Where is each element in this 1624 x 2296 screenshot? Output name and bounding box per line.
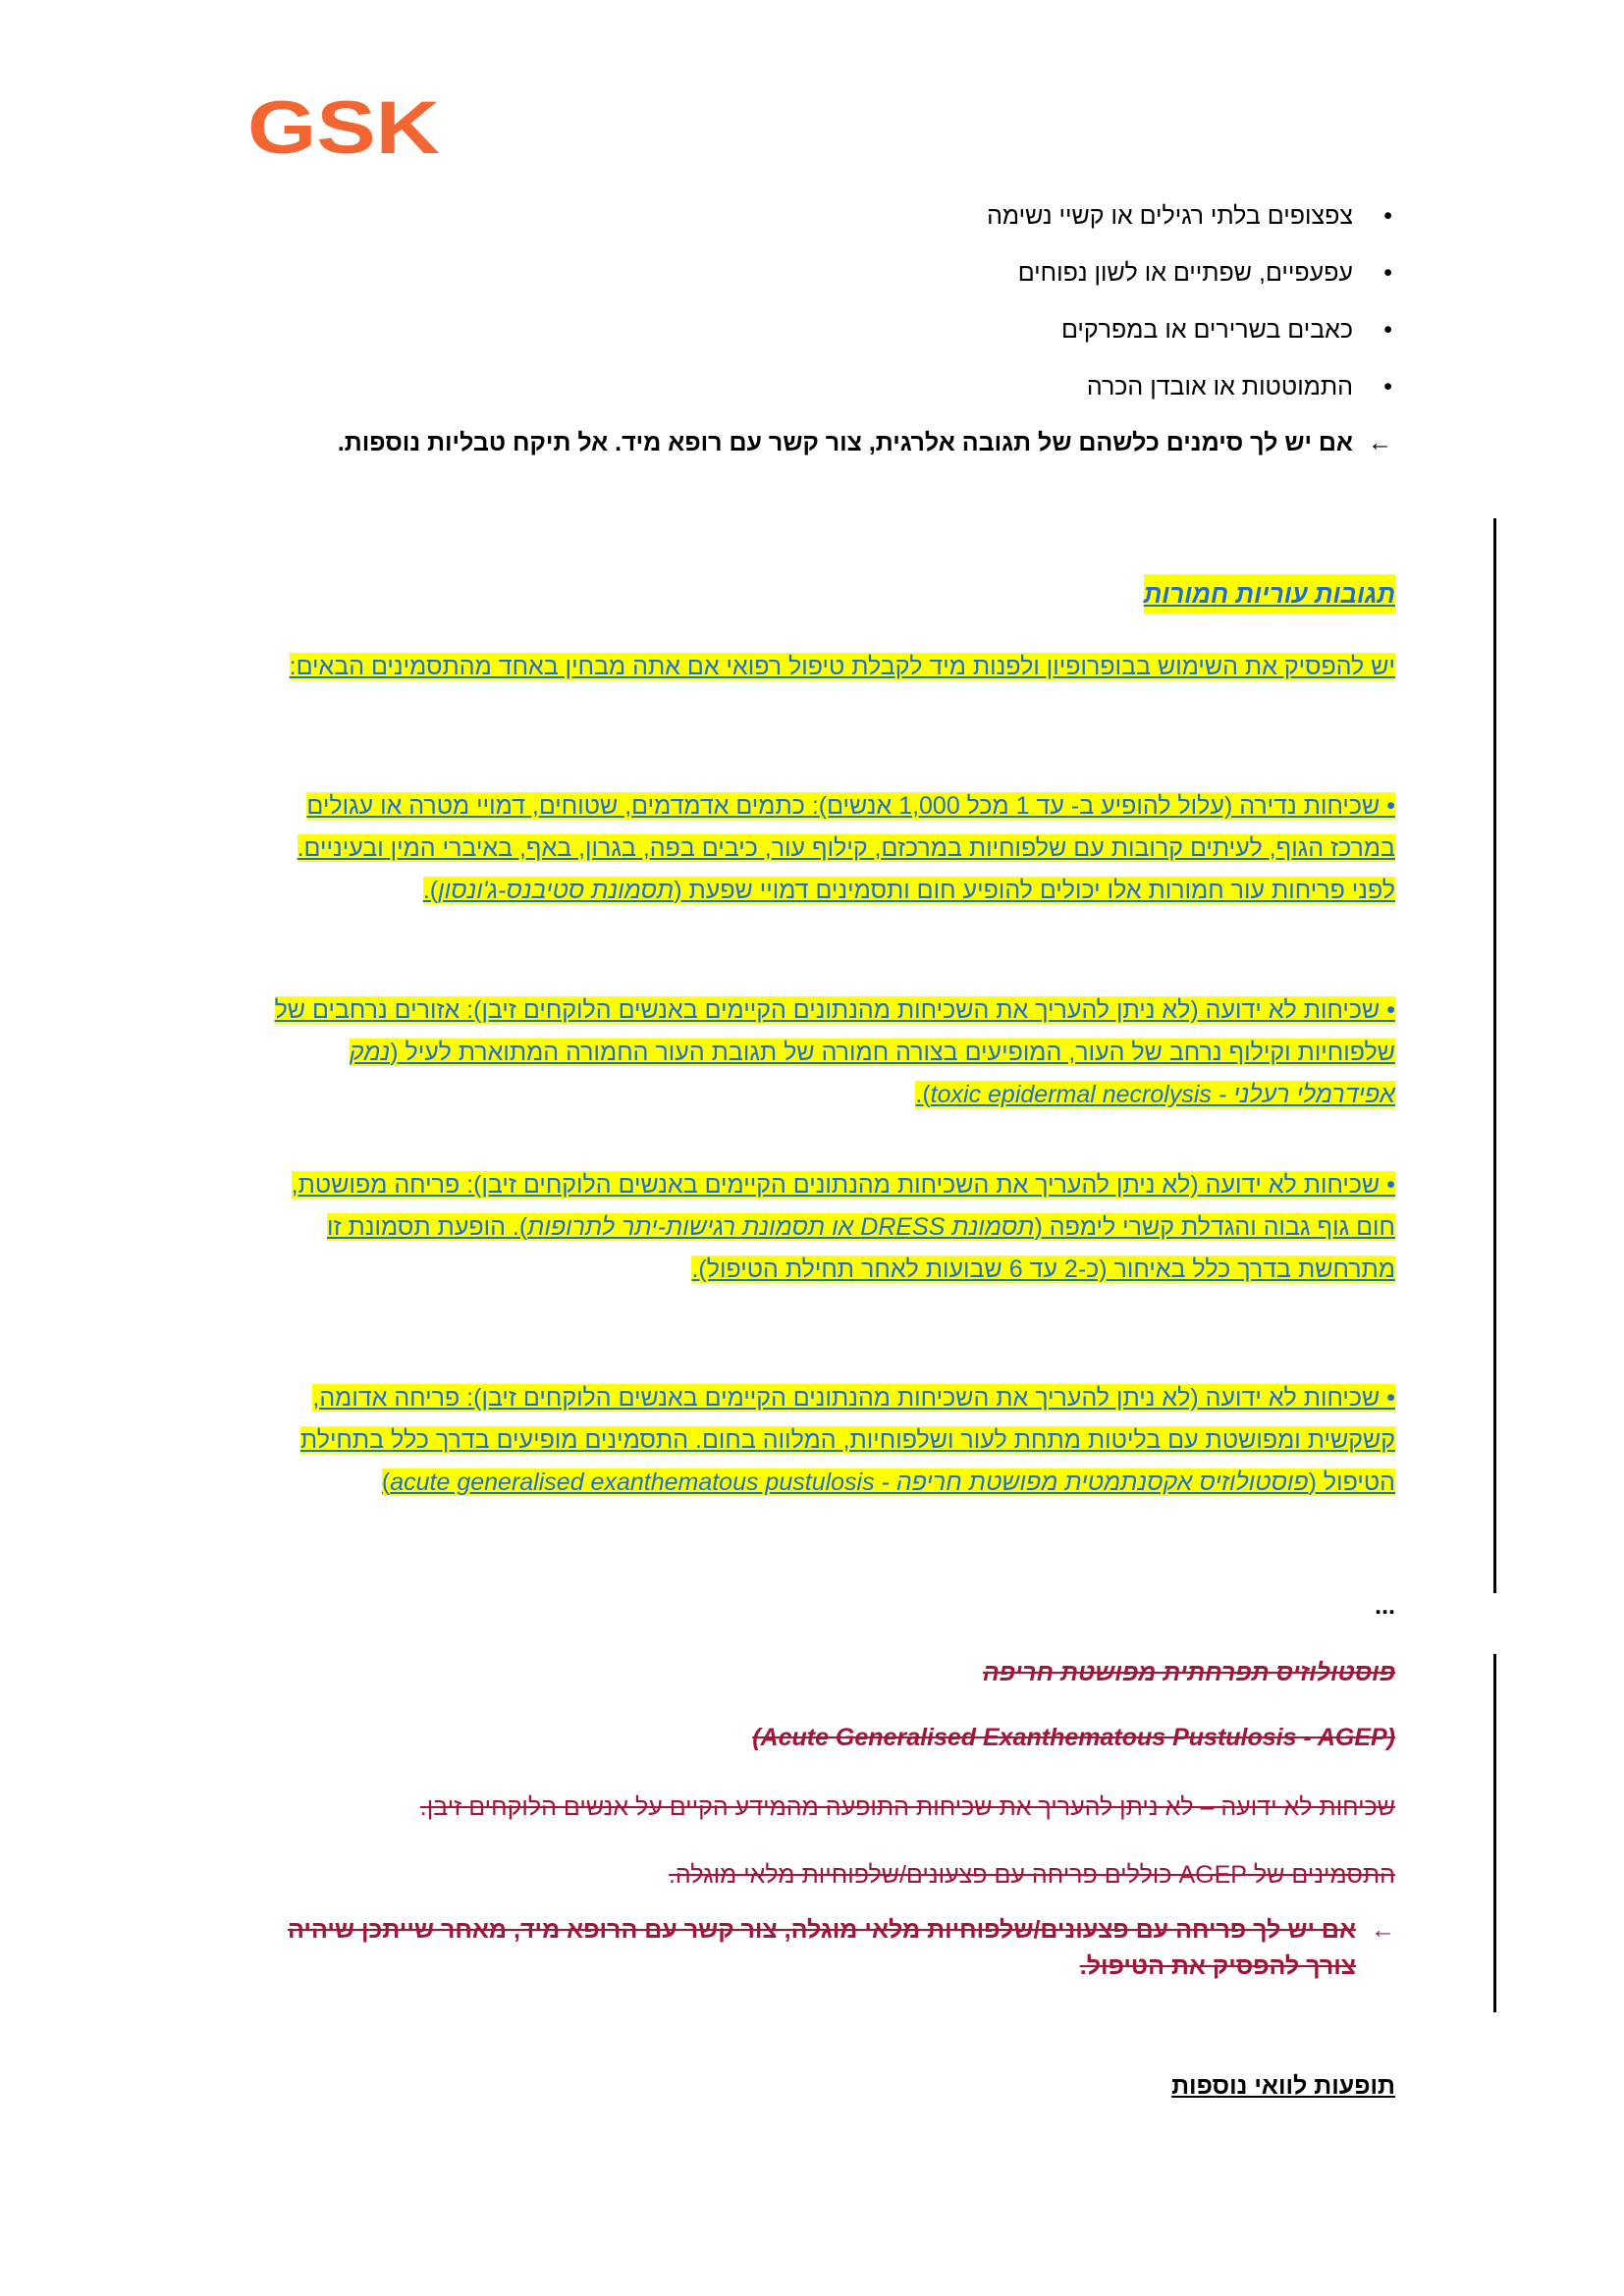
dress-italic: תסמונת DRESS או תסמונת רגישות-יתר לתרופות <box>527 1213 1035 1241</box>
list-item-text: כאבים בשרירים או במפרקים <box>1060 316 1353 344</box>
ten-text: • שכיחות לא ידועה (לא ניתן להעריך את השכיחות מהנתונים הקיימים באנשים הלוקחים זיבן): אזורים נרחבים של שלפוחיות וקילוף נרחב של העור, המופיעים בצורה חמורה של תגובת העור החמורה המתוארת לעיל ( <box>274 996 1395 1066</box>
ellipsis: ... <box>1375 1592 1395 1620</box>
sjs-paragraph <box>266 785 1395 912</box>
bullet-icon: • <box>1383 373 1392 400</box>
list-item <box>509 367 1392 424</box>
sjs-text: • שכיחות נדירה (עלול להופיע ב- עד 1 מכל 1,000 אנשים): כתמים אדמדמים, שטוחים, דמויי מטרה או עגולים במרכז הגוף, לעיתים קרובות עם שלפוחיות במרכזם, קילוף עור, כיבים בפה, בגרון, באף, באיברי המין ובעיניים. לפני פריחות עור חמורות אלו יכולים להופיע חום ותסמינים דמויי שפעת ( <box>297 792 1395 904</box>
dress-end: ). הופעת תסמונת זו מתרחשת בדרך כלל באיחור (כ-2 עד 6 שבועות לאחר תחילת הטיפול). <box>326 1213 1395 1283</box>
ten-italic: נמק אפידרמלי רעלני - toxic epidermal necrolysis <box>349 1039 1395 1108</box>
dress-paragraph <box>266 1164 1395 1291</box>
list-item-text: עפעפיים, שפתיים או לשון נפוחים <box>1017 259 1353 287</box>
list-item-text: צפצופים בלתי רגילים או קשיי נשימה <box>987 202 1353 230</box>
skin-intro-paragraph <box>266 646 1395 688</box>
deleted-agep-symptoms: התסמינים של AGEP כוללים פריחה עם פצעונים/שלפוחיות מלאי מוגלה. <box>668 1861 1395 1889</box>
deleted-agep-warning-text: אם יש לך פריחה עם פצעונים/שלפוחיות מלאי מוגלה, צור קשר עם הרופא מיד, מאחר שייתכן שיהיה צורך להפסיק את הטיפול. <box>288 1916 1356 1980</box>
bullet-icon: • <box>1383 316 1392 344</box>
skin-intro-text: יש להפסיק את השימוש בבופרופיון ולפנות מיד לקבלת טיפול רפואי אם אתה מבחין באחד מהתסמינים הבאים: <box>289 653 1395 680</box>
gsk-logo <box>247 96 442 159</box>
sjs-italic: תסמונת סטיבנס-ג'ונסון <box>438 877 675 904</box>
sjs-end: ). <box>422 877 439 904</box>
bullet-icon: • <box>1383 259 1392 287</box>
allergy-symptom-list <box>509 196 1392 424</box>
deleted-agep-title-en: (Acute Generalised Exanthematous Pustulosis - AGEP) <box>752 1724 1395 1751</box>
agep-italic: פוסטולוזיס אקסנתמטית מפושטת חריפה - acute generalised exanthematous pustulosis <box>390 1468 1309 1496</box>
dress-text: • שכיחות לא ידועה (לא ניתן להעריך את השכיחות מהנתונים הקיימים באנשים הלוקחים זיבן): פריחה מפושטת, חום גוף גבוה והגדלת קשרי לימפה ( <box>291 1171 1395 1241</box>
revision-change-bar <box>1493 1654 1496 2012</box>
arrow-left-icon: ← <box>1371 1916 1395 1944</box>
list-item <box>509 253 1392 310</box>
arrow-left-icon: ← <box>1368 429 1392 456</box>
ten-end: ). <box>915 1081 931 1108</box>
revision-change-bar <box>1493 518 1496 1593</box>
deleted-agep-title-he: פוסטולוזיס תפרחתית מפושטת חריפה <box>982 1659 1395 1686</box>
list-item <box>509 310 1392 367</box>
deleted-agep-frequency: שכיחות לא ידועה – לא ניתן להעריך את שכיחות התופעה מהמידע הקיים על אנשים הלוקחים זיבן. <box>419 1793 1395 1821</box>
list-item <box>509 196 1392 253</box>
severe-skin-reactions-title: תגובות עוריות חמורות <box>1144 574 1395 614</box>
allergy-warning <box>312 424 1392 461</box>
agep-paragraph <box>266 1377 1395 1504</box>
agep-end: ) <box>381 1468 391 1496</box>
gsk-logo-text: GSK <box>247 96 441 159</box>
bullet-icon: • <box>1383 202 1392 230</box>
list-item-text: התמוטטות או אובדן הכרה <box>1086 373 1353 400</box>
deleted-agep-warning <box>266 1912 1395 1985</box>
allergy-warning-text: אם יש לך סימנים כלשהם של תגובה אלרגית, צור קשר עם רופא מיד. אל תיקח טבליות נוספות. <box>337 429 1353 456</box>
additional-side-effects-title: תופעות לוואי נוספות <box>1171 2072 1395 2100</box>
ten-paragraph <box>266 989 1395 1116</box>
agep-text: • שכיחות לא ידועה (לא ניתן להעריך את השכיחות מהנתונים הקיימים באנשים הלוקחים זיבן): פריחה אדומה, קשקשית ומפושטת עם בליטות מתחת לעור ושלפוחיות, המלווה בחום. התסמינים מופיעים בדרך כלל בתחילת הטיפול ( <box>299 1384 1395 1496</box>
